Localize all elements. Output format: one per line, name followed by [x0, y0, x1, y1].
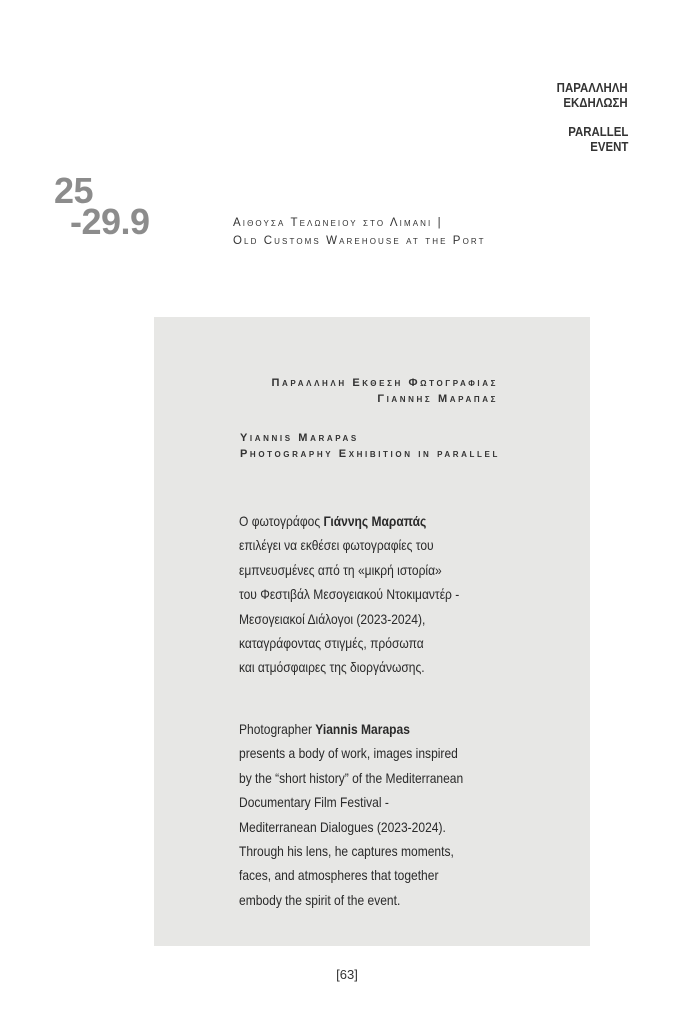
greek-paragraph-line: καταγράφοντας στιγμές, πρόσωπα: [239, 635, 424, 652]
english-paragraph-line: embody the spirit of the event.: [239, 891, 401, 908]
greek-paragraph-line: επιλέγει να εκθέσει φωτογραφίες του: [239, 537, 434, 554]
english-paragraph: [239, 717, 523, 912]
panel-heading-greek-line-2: Γιαννης Μαραπας: [377, 393, 498, 405]
greek-paragraph-prefix: Ο φωτογράφος: [239, 513, 324, 529]
venue-greek: Αιθουσα Τελωνειου στο Λιμανι |: [233, 217, 443, 229]
panel-heading-greek: [272, 375, 499, 407]
page-number: [63]: [336, 967, 358, 982]
english-paragraph-prefix: Photographer: [239, 721, 316, 737]
photographer-name-greek: Γιάννης Μαραπάς: [323, 513, 427, 529]
header-english: [568, 124, 628, 154]
header-english-line-2: EVENT: [589, 139, 628, 154]
event-date-start: 25: [54, 170, 94, 211]
greek-paragraph-line: Μεσογειακοί Διάλογοι (2023-2024),: [239, 610, 426, 627]
header-greek-line-1: ΠΑΡΑΛΛΗΛΗ: [557, 80, 628, 95]
greek-paragraph-line-1: [239, 509, 523, 533]
english-paragraph-line: Mediterranean Dialogues (2023-2024).: [239, 818, 446, 835]
panel-heading-greek-line-1: Παραλληλη Εκθεση Φωτογραφιας: [271, 377, 498, 389]
greek-paragraph-line: εμπνευσμένες από τη «μικρή ιστορία»: [239, 561, 442, 578]
header-greek: [557, 80, 628, 110]
event-date-end: -29.9: [70, 201, 150, 242]
info-panel: [154, 317, 590, 946]
header-greek-line-2: ΕΚΔΗΛΩΣΗ: [563, 95, 628, 110]
panel-heading-english-line-1: Yiannis Marapas: [240, 432, 359, 444]
english-paragraph-line: presents a body of work, images inspired: [239, 745, 458, 762]
greek-paragraph: [239, 509, 523, 680]
photographer-name-english: Yiannis Marapas: [315, 721, 410, 737]
header-english-line-1: PARALLEL: [567, 124, 628, 139]
english-paragraph-line: Documentary Film Festival -: [239, 794, 389, 811]
english-paragraph-line: by the “short history” of the Mediterranean: [239, 769, 464, 786]
greek-paragraph-line: του Φεστιβάλ Μεσογειακού Ντοκιμαντέρ -: [239, 586, 460, 603]
english-paragraph-line: Through his lens, he captures moments,: [239, 843, 454, 860]
english-paragraph-line-1: [239, 717, 523, 741]
panel-heading-english-line-2: Photography Exhibition in parallel: [240, 448, 500, 460]
venue-english: Old Customs Warehouse at the Port: [233, 235, 486, 247]
panel-heading-english: [240, 430, 500, 462]
english-paragraph-line: faces, and atmospheres that together: [239, 867, 439, 884]
venue: [233, 214, 486, 250]
event-date: [54, 170, 150, 242]
greek-paragraph-line: και ατμόσφαιρες της διοργάνωσης.: [239, 659, 425, 676]
